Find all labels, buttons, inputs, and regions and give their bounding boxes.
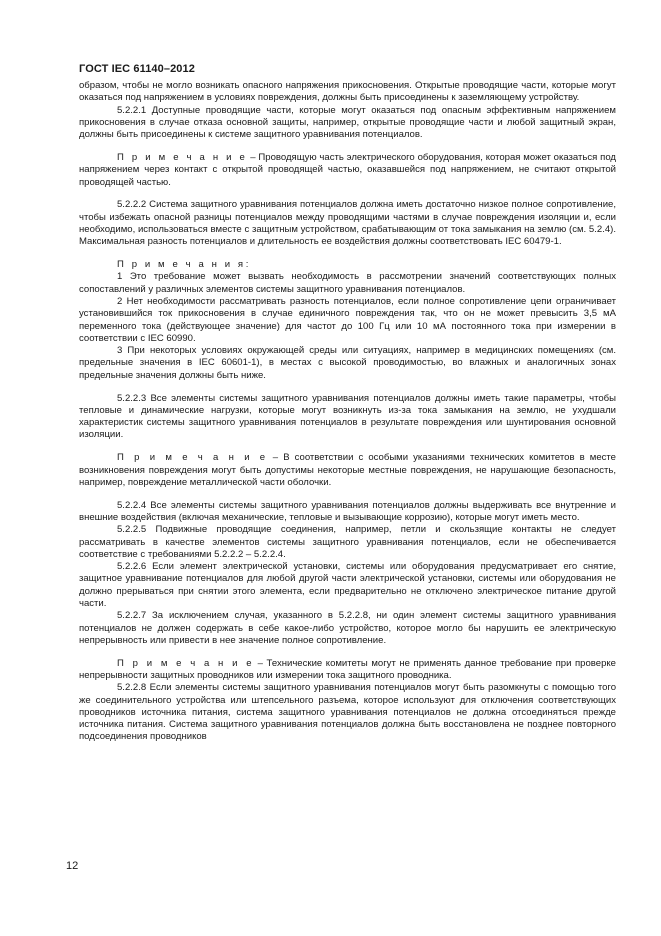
paragraph-text: 5.2.2.7 За исключением случая, указанного в 5.2.2.8, ни один элемент системы защитного уравнивания потенциалов не должен содержать в себе какое-либо устройство, которое могло бы нарушить ее электрическую непрерывность или привести в нее значение полное сопротивление. bbox=[79, 610, 616, 646]
paragraph-text: 5.2.2.2 Система защитного уравнивания потенциалов должна иметь достаточно низкое полное сопротивление, чтобы избежать опасной разницы потенциалов между проводящими частями в случае повреждения изоляции и, если необходимо, использоваться вместе с защитным устройством, срабатывающим от тока замыкания на землю (см. 5.2.4). Максимальная разность потенциалов и длительность ее воздействия должны соответствовать IEC 60479-1. bbox=[79, 199, 616, 248]
page-body bbox=[79, 80, 616, 744]
clause-5-2-2-2 bbox=[79, 199, 616, 248]
clause-5-2-2-6 bbox=[79, 561, 616, 610]
standard-header: ГОСТ IEC 61140–2012 bbox=[79, 63, 195, 75]
paragraph-text: 5.2.2.3 Все элементы системы защитного уравнивания потенциалов должны иметь такие параметры, чтобы тепловые и динамические нагрузки, которые могут возникнуть из-за тока замыкания на землю, не ухудшали характеристик системы защитного уравнивания потенциалов в результате повреждения или шунтирования основной изоляции. bbox=[79, 392, 616, 441]
paragraph-text: образом, чтобы не могло возникать опасного напряжения прикосновения. Открытые проводящие части, которые могут оказаться под напряжением в условиях повреждения, должны быть присоединены к заземляющему устройству. bbox=[79, 80, 616, 104]
page-number: 12 bbox=[66, 860, 79, 872]
note-text: : bbox=[245, 259, 249, 271]
notes-heading bbox=[79, 259, 616, 271]
note-item bbox=[79, 271, 616, 296]
clause-5-2-2-5 bbox=[79, 524, 616, 561]
note-label: П р и м е ч а н и е bbox=[117, 151, 248, 163]
paragraph-text: 5.2.2.6 Если элемент электрической установки, системы или оборудования предусматривает его снятие, защитное уравнивание потенциалов для любой другой части электрической установки, системы или оборудования не должно прерываться при снятии этого элемента, если предварительно не отключено электрическое питание другой части. bbox=[79, 561, 616, 609]
note-text: 1 Это требование может вызвать необходимость в рассмотрении значений соответствующих полных сопоставлений у различных элементов системы защитного уравнивания потенциалов. bbox=[79, 271, 616, 295]
note bbox=[79, 658, 616, 683]
paragraph bbox=[79, 80, 616, 105]
clause-5-2-2-7 bbox=[79, 610, 616, 647]
paragraph-text: 5.2.2.8 Если элементы системы защитного уравнивания потенциалов могут быть разомкнуты с помощью того же соединительного устройства или штепсельного разъема, которое используют для отключения соответствующих проводников источника питания, система защитного уравнивания потенциалов не должна отсоединяться прежде источника питания. Система защитного уравнивания потенциалов должна быть восстановлена не позднее повторного подсоединения проводников bbox=[79, 682, 616, 743]
note-text: – Проводящую часть электрического оборудования, которая может оказаться под напряжением через контакт с открытой проводящей частью, оказавшейся под напряжением, не считают открытой проводящей частью. bbox=[79, 151, 616, 188]
note-text: 2 Нет необходимости рассматривать разность потенциалов, если полное сопротивление цепи ограничивает установившийся ток прикосновения в случае единичного повреждения так, что он не может превысить 3,5 мА переменного тока (действующее значение) для частот до 100 Гц или 10 мА постоянного тока при измерении в соответствии с IEC 60990. bbox=[79, 295, 616, 344]
note-label: П р и м е ч а н и е bbox=[117, 452, 268, 464]
paragraph-text: 5.2.2.1 Доступные проводящие части, которые могут оказаться под опасным эффективным напряжением прикосновения в случае отказа основной защиты, например, открытые проводящие части и любой защитный экран, должны быть присоединены к системе защитного уравнивания потенциалов. bbox=[79, 104, 616, 141]
note-label: П р и м е ч а н и я bbox=[117, 259, 246, 271]
paragraph-text: 5.2.2.4 Все элементы системы защитного уравнивания потенциалов должны выдерживать все внутренние и внешние воздействия (включая механические, тепловые и вызывающие коррозию), которые могут иметь место. bbox=[79, 499, 616, 523]
note-text: – Технические комитеты могут не применять данное требование при проверке непрерывности защитных проводников или измерении тока защитного проводника. bbox=[79, 657, 616, 681]
note bbox=[79, 152, 616, 189]
note-item bbox=[79, 296, 616, 345]
note-item bbox=[79, 345, 616, 382]
paragraph-text: 5.2.2.5 Подвижные проводящие соединения, например, петли и скользящие контакты не следует рассматривать в качестве элементов системы защитного уравнивания потенциалов, если не обеспечивается соответствие с требованиями 5.2.2.2 – 5.2.2.4. bbox=[79, 524, 616, 560]
note-text: 3 При некоторых условиях окружающей среды или ситуациях, например в медицинских помещениях (см. предельные значения в IEC 60601-1), в местах с высокой проводимостью, во влажных и аналогичных зонах предельные значения должны быть ниже. bbox=[79, 345, 616, 381]
clause-5-2-2-1 bbox=[79, 105, 616, 142]
note-text: – В соответствии с особыми указаниями технических комитетов в месте возникновения повреждения могут быть допустимы некоторые местные повреждения, не нарушающие безопасность, например, повреждение металлической части оболочки. bbox=[79, 452, 616, 488]
note bbox=[79, 452, 616, 489]
clause-5-2-2-3 bbox=[79, 393, 616, 442]
clause-5-2-2-4 bbox=[79, 500, 616, 525]
note-label: П р и м е ч а н и е bbox=[117, 657, 255, 669]
clause-5-2-2-8 bbox=[79, 682, 616, 743]
